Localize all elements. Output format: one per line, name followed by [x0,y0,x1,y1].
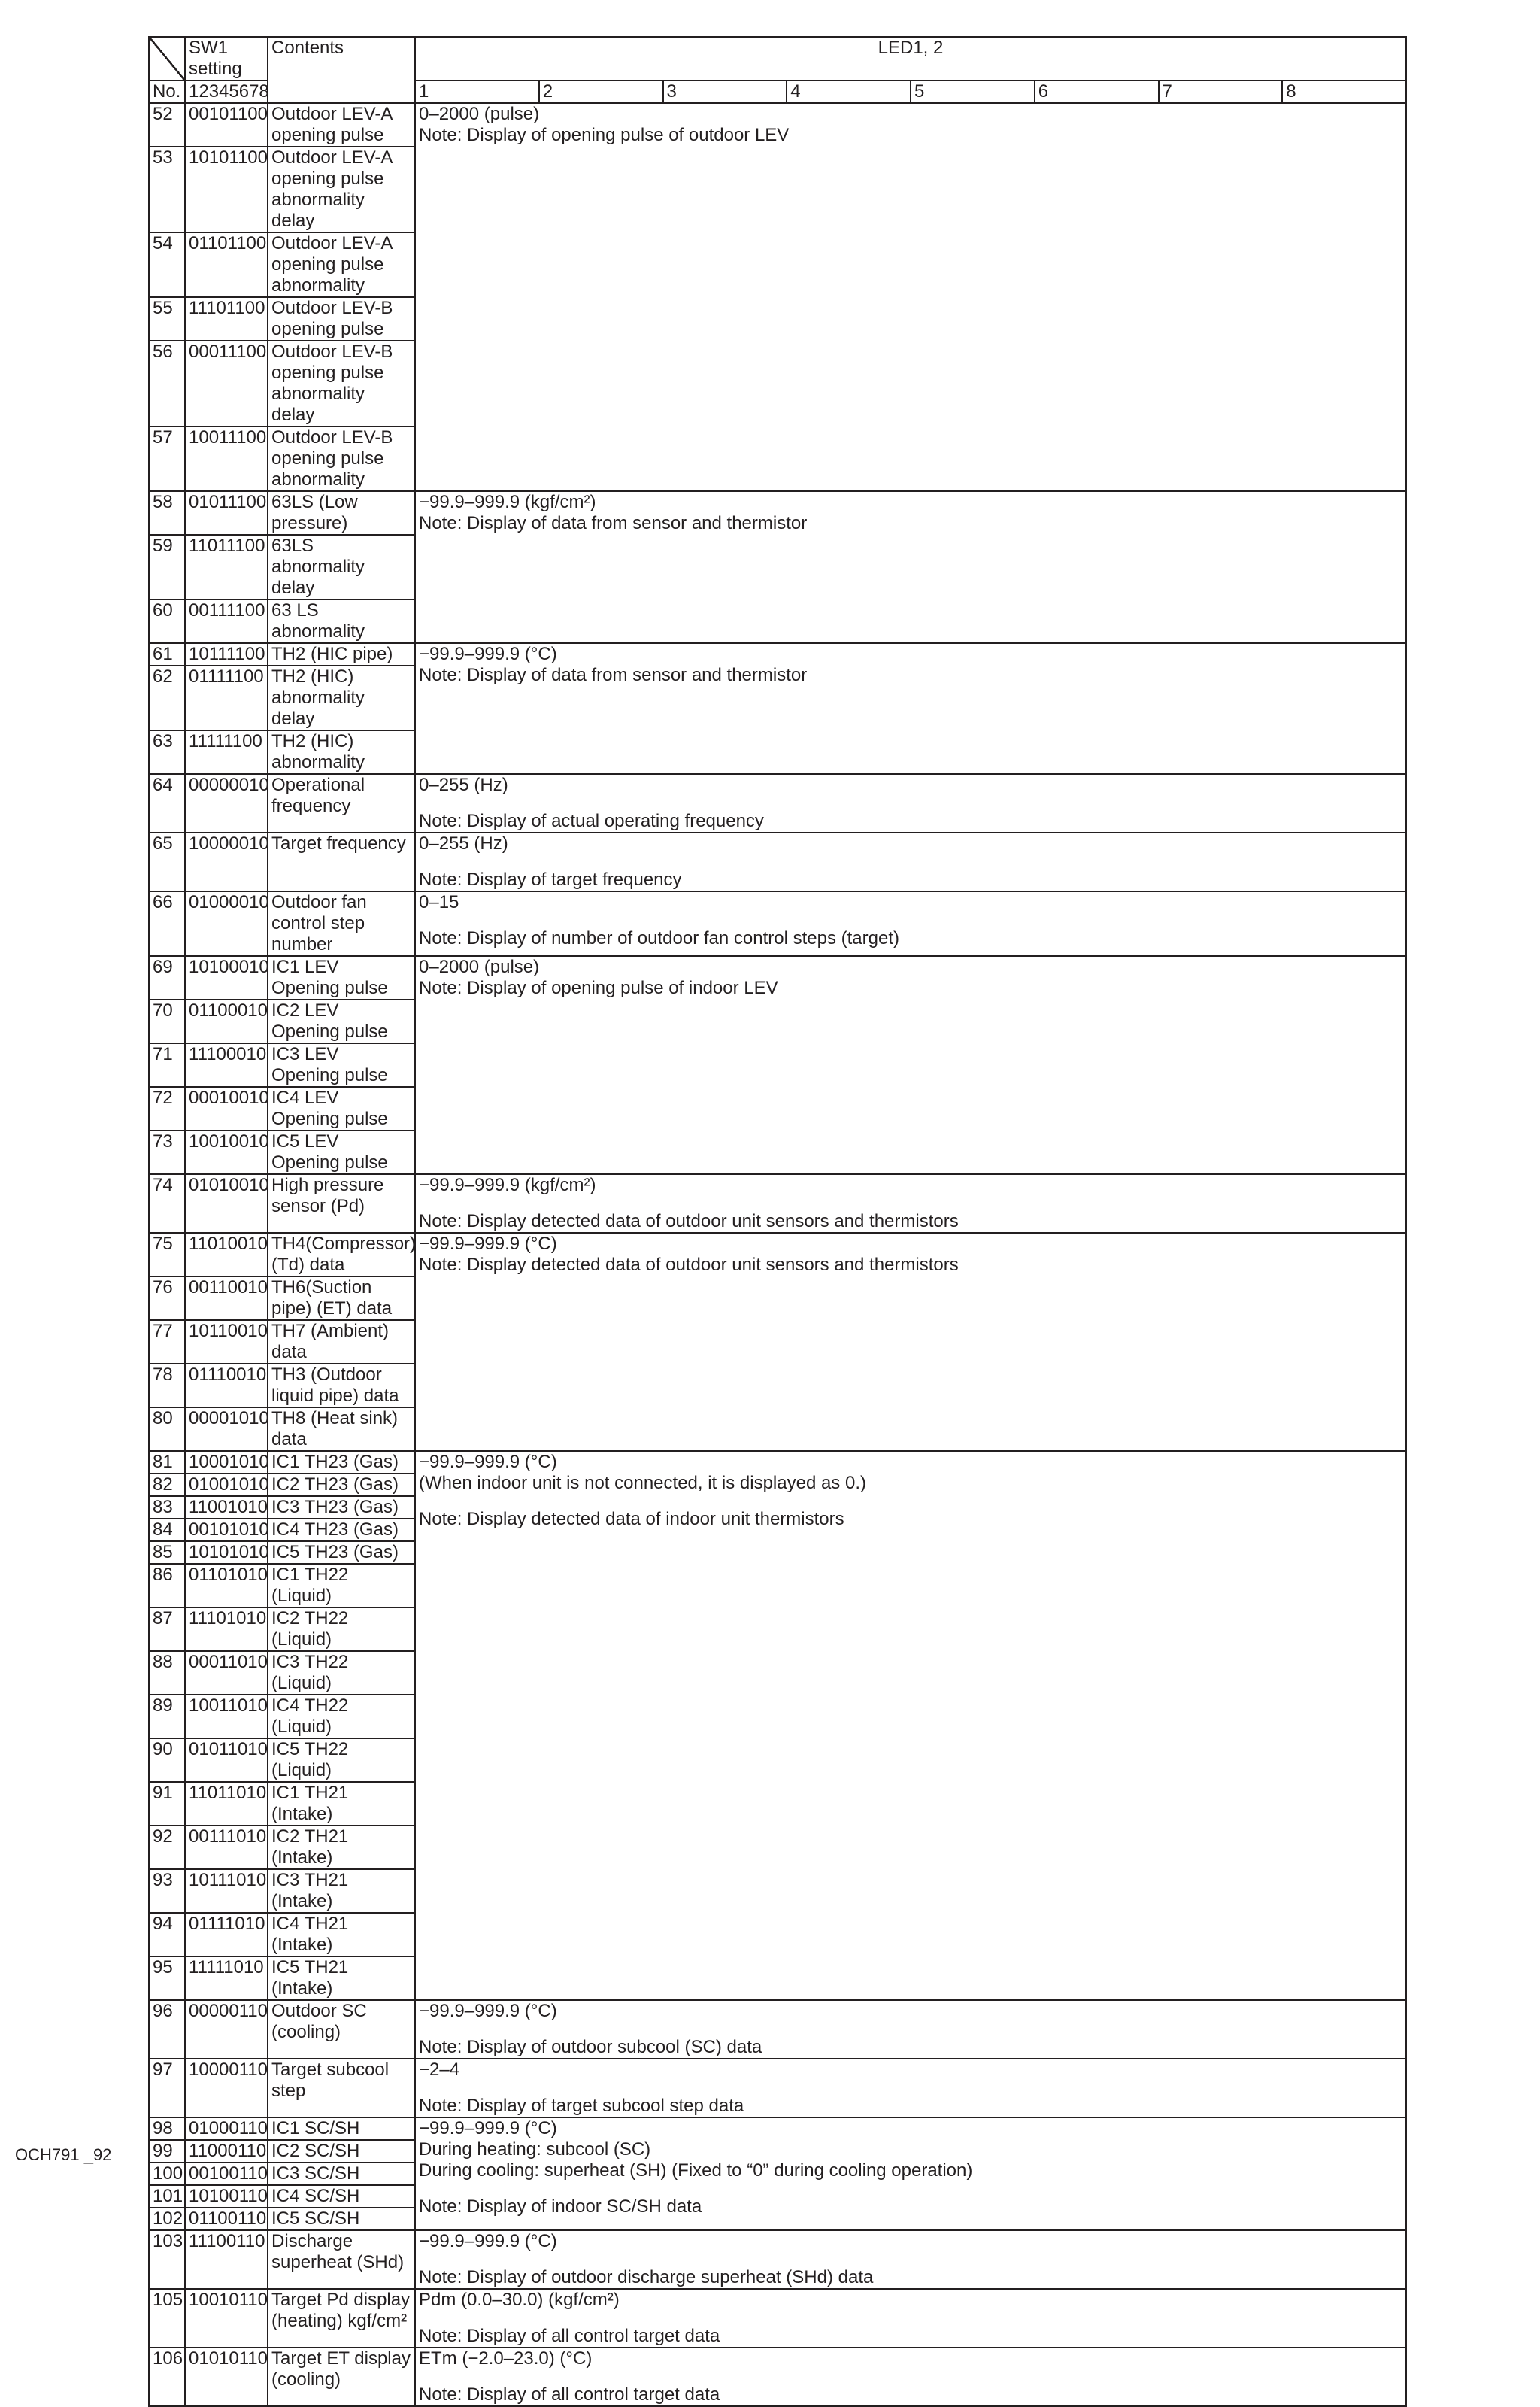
table-row [149,103,1406,147]
row-number: 96 [149,2000,185,2059]
sw1-setting: 00101010 [185,1519,268,1541]
display-range: ETm (−2.0–23.0) (°C) [419,2348,593,2369]
display-note: Note: Display of all control target data [419,2384,720,2405]
row-number: 101 [149,2185,185,2208]
row-number: 92 [149,1826,185,1869]
led-display-cell [415,1233,1406,1451]
display-note: Note: Display of actual operating frequency [419,811,764,831]
led-display-cell [415,643,1406,774]
row-contents: IC2 TH23 (Gas) [268,1474,415,1496]
sw1-setting: 00000010 [185,774,268,833]
row-number: 85 [149,1541,185,1564]
row-number: 93 [149,1869,185,1913]
row-contents: IC2 TH22 (Liquid) [268,1607,415,1651]
row-contents: IC5 TH22 (Liquid) [268,1738,415,1782]
sw1-setting: 01001010 [185,1474,268,1496]
row-number: 72 [149,1087,185,1131]
row-contents: TH2 (HIC pipe) [268,643,415,666]
sw1-setting: 01010010 [185,1174,268,1233]
row-number: 97 [149,2059,185,2117]
sw1-setting: 10101010 [185,1541,268,1564]
row-number: 89 [149,1695,185,1738]
row-contents: IC5 SC/SH [268,2208,415,2230]
row-contents: IC2 TH21 (Intake) [268,1826,415,1869]
row-number: 95 [149,1956,185,2000]
display-range: −99.9–999.9 (kgf/cm²) [419,1175,596,1195]
led-number-strip [416,81,1405,102]
table-row [149,1174,1406,1233]
row-contents: IC1 LEV Opening pulse [268,956,415,1000]
row-number: 69 [149,956,185,1000]
sw1-setting: 00010010 [185,1087,268,1131]
row-contents: IC5 TH21 (Intake) [268,1956,415,2000]
sw1-setting: 11101100 [185,297,268,341]
sw1-setting: 10110010 [185,1320,268,1364]
row-contents: Target frequency [268,833,415,891]
row-number: 56 [149,341,185,426]
sw1-setting: 10000110 [185,2059,268,2117]
row-number: 103 [149,2230,185,2289]
row-number: 87 [149,1607,185,1651]
display-range: 0–255 (Hz) [419,833,508,854]
row-number: 88 [149,1651,185,1695]
led-display-cell [415,774,1406,833]
row-contents: Outdoor LEV-B opening pulse [268,297,415,341]
row-contents: Outdoor SC (cooling) [268,2000,415,2059]
display-range: −99.9–999.9 (°C) [419,644,557,664]
row-number: 77 [149,1320,185,1364]
row-number: 58 [149,491,185,535]
led-display-cell [415,2117,1406,2230]
row-contents: IC4 TH22 (Liquid) [268,1695,415,1738]
row-number: 78 [149,1364,185,1407]
row-contents: IC4 TH21 (Intake) [268,1913,415,1956]
display-range: Pdm (0.0–30.0) (kgf/cm²) [419,2290,620,2310]
led-number: 3 [662,81,787,102]
row-contents: TH4(Compressor) (Td) data [268,1233,415,1276]
sw1-setting: 10011100 [185,426,268,491]
row-number: 84 [149,1519,185,1541]
table-row [149,2059,1406,2117]
led-display-cell [415,891,1406,956]
sw1-setting: 00011010 [185,1651,268,1695]
row-number: 74 [149,1174,185,1233]
table-row [149,2117,1406,2140]
display-extra: During cooling: superheat (SH) (Fixed to “0” during cooling operation) [419,2160,973,2181]
sw1-setting: 10011010 [185,1695,268,1738]
row-contents: Outdoor LEV-A opening pulse [268,103,415,147]
display-range: −99.9–999.9 (°C) [419,1234,557,1254]
row-number: 52 [149,103,185,147]
sw1-setting: 00111010 [185,1826,268,1869]
row-number: 90 [149,1738,185,1782]
table-row [149,1233,1406,1276]
sw1-setting: 11010010 [185,1233,268,1276]
led-number: 2 [538,81,662,102]
display-note: Note: Display of opening pulse of indoor LEV [419,978,778,998]
sw1-setting: 01100010 [185,1000,268,1043]
row-contents: Outdoor fan control step number [268,891,415,956]
display-range: −2–4 [419,2059,460,2080]
row-number: 76 [149,1276,185,1320]
row-number: 71 [149,1043,185,1087]
row-number: 86 [149,1564,185,1607]
sw1-setting: 10010110 [185,2289,268,2348]
row-contents: IC3 LEV Opening pulse [268,1043,415,1087]
led-number: 8 [1281,81,1405,102]
sw1-setting: 10001010 [185,1451,268,1474]
display-range: 0–2000 (pulse) [419,957,540,977]
sw1-digits-header: 12345678 [185,80,268,103]
sw1-setting: 10111010 [185,1869,268,1913]
display-note: Note: Display detected data of indoor unit thermistors [419,1509,844,1529]
led-number: 7 [1158,81,1282,102]
row-number: 65 [149,833,185,891]
display-range: −99.9–999.9 (°C) [419,2118,557,2138]
table-row [149,2000,1406,2059]
row-contents: IC2 SC/SH [268,2140,415,2163]
row-contents: Outdoor LEV-B opening pulse abnormality delay [268,341,415,426]
row-number: 63 [149,730,185,774]
row-contents: IC3 TH23 (Gas) [268,1496,415,1519]
led-number: 6 [1034,81,1158,102]
row-contents: 63LS (Low pressure) [268,491,415,535]
sw1-setting: 01111010 [185,1913,268,1956]
sw1-setting: 01011100 [185,491,268,535]
no-header: No. [149,80,185,103]
row-contents: IC3 TH21 (Intake) [268,1869,415,1913]
led-number-cell [415,80,1406,103]
row-number: 66 [149,891,185,956]
sw1-setting: 11111100 [185,730,268,774]
table-row [149,2348,1406,2406]
led-header: LED1, 2 [415,37,1406,80]
sw1-setting: 10010010 [185,1131,268,1174]
row-number: 62 [149,666,185,730]
sw1-setting: 10111100 [185,643,268,666]
row-number: 98 [149,2117,185,2140]
row-number: 100 [149,2163,185,2185]
row-contents: High pressure sensor (Pd) [268,1174,415,1233]
sw1-setting: 11100110 [185,2230,268,2289]
row-contents: IC3 SC/SH [268,2163,415,2185]
row-number: 73 [149,1131,185,1174]
row-contents: Target ET display (cooling) [268,2348,415,2406]
led-display-cell [415,491,1406,643]
row-contents: TH3 (Outdoor liquid pipe) data [268,1364,415,1407]
row-contents: Operational frequency [268,774,415,833]
row-number: 59 [149,535,185,599]
row-contents: IC3 TH22 (Liquid) [268,1651,415,1695]
sw1-setting: 01110010 [185,1364,268,1407]
sw1-setting: 00100110 [185,2163,268,2185]
row-number: 81 [149,1451,185,1474]
page-code: OCH791 _92 [15,2145,112,2164]
table-row [149,491,1406,535]
display-range: −99.9–999.9 (°C) [419,1452,557,1472]
sw1-setting: 10100110 [185,2185,268,2208]
display-note: Note: Display of number of outdoor fan control steps (target) [419,928,899,949]
row-number: 60 [149,599,185,643]
row-contents: IC5 LEV Opening pulse [268,1131,415,1174]
led-number: 4 [786,81,910,102]
table-row [149,643,1406,666]
display-range: 0–2000 (pulse) [419,104,540,124]
display-range: 0–15 [419,892,459,912]
led-display-cell [415,833,1406,891]
row-number: 61 [149,643,185,666]
row-contents: IC1 TH22 (Liquid) [268,1564,415,1607]
sw1-setting: 11011010 [185,1782,268,1826]
display-note: Note: Display of target subcool step data [419,2096,744,2116]
row-number: 102 [149,2208,185,2230]
display-range: −99.9–999.9 (kgf/cm²) [419,492,596,512]
sw1-setting: 01010110 [185,2348,268,2406]
sw1-setting: 00101100 [185,103,268,147]
sw1-setting: 00001010 [185,1407,268,1451]
row-number: 106 [149,2348,185,2406]
sw1-setting: 11101010 [185,1607,268,1651]
display-note: Note: Display of data from sensor and thermistor [419,665,808,685]
row-number: 83 [149,1496,185,1519]
led-display-cell [415,2348,1406,2406]
row-number: 54 [149,232,185,297]
sw1-setting: 01100110 [185,2208,268,2230]
display-range: −99.9–999.9 (°C) [419,2231,557,2251]
row-contents: IC4 SC/SH [268,2185,415,2208]
sw1-setting: 10100010 [185,956,268,1000]
row-number: 91 [149,1782,185,1826]
header-row-top [149,37,1406,80]
row-contents: Outdoor LEV-A opening pulse abnormality delay [268,147,415,232]
sw1-setting: 11011100 [185,535,268,599]
row-contents: Target subcool step [268,2059,415,2117]
row-contents: Outdoor LEV-B opening pulse abnormality [268,426,415,491]
table-row [149,833,1406,891]
display-note: Note: Display of outdoor discharge superheat (SHd) data [419,2267,874,2287]
row-contents: IC5 TH23 (Gas) [268,1541,415,1564]
sw1-setting: 11000110 [185,2140,268,2163]
led-display-cell [415,2000,1406,2059]
row-number: 99 [149,2140,185,2163]
sw1-setting: 00000110 [185,2000,268,2059]
sw1-setting: 00110010 [185,1276,268,1320]
sw1-setting: 11111010 [185,1956,268,2000]
led-display-cell [415,103,1406,491]
sw1-setting: 11001010 [185,1496,268,1519]
sw1-setting: 01000110 [185,2117,268,2140]
row-contents: IC1 SC/SH [268,2117,415,2140]
sw1-setting: 01101100 [185,232,268,297]
display-note: Note: Display of outdoor subcool (SC) data [419,2037,762,2057]
display-extra: During heating: subcool (SC) [419,2139,651,2160]
sw1-setting: 01101010 [185,1564,268,1607]
led-display-cell [415,2059,1406,2117]
corner-diagonal-cell [149,37,185,80]
table-row [149,774,1406,833]
row-contents: IC1 TH21 (Intake) [268,1782,415,1826]
sw1-setting: 00111100 [185,599,268,643]
sw1-setting: 01111100 [185,666,268,730]
row-contents: TH2 (HIC) abnormality [268,730,415,774]
display-note: Note: Display detected data of outdoor unit sensors and thermistors [419,1255,959,1275]
led-number: 5 [910,81,1034,102]
led-display-cell [415,1174,1406,1233]
row-contents: TH8 (Heat sink) data [268,1407,415,1451]
table-row [149,891,1406,956]
sw1-setting: 01011010 [185,1738,268,1782]
row-contents: IC4 LEV Opening pulse [268,1087,415,1131]
table-row [149,956,1406,1000]
row-contents: Outdoor LEV-A opening pulse abnormality [268,232,415,297]
row-number: 82 [149,1474,185,1496]
sw1-setting: 01000010 [185,891,268,956]
display-extra: (When indoor unit is not connected, it is displayed as 0.) [419,1473,866,1493]
row-contents: 63LS abnormality delay [268,535,415,599]
sw1-setting: 11100010 [185,1043,268,1087]
row-contents: Target Pd display (heating) kgf/cm² [268,2289,415,2348]
table-row [149,2230,1406,2289]
display-range: 0–255 (Hz) [419,775,508,795]
display-note: Note: Display of all control target data [419,2326,720,2346]
sw1-setting: 10000010 [185,833,268,891]
led-display-cell [415,2289,1406,2348]
display-note: Note: Display of data from sensor and thermistor [419,513,808,533]
display-note: Note: Display of target frequency [419,870,682,890]
row-contents: 63 LS abnormality [268,599,415,643]
row-contents: TH2 (HIC) abnormality delay [268,666,415,730]
row-contents: TH6(Suction pipe) (ET) data [268,1276,415,1320]
sw1-setting: 00011100 [185,341,268,426]
row-number: 105 [149,2289,185,2348]
led-display-cell [415,1451,1406,2000]
row-number: 94 [149,1913,185,1956]
led-display-cell [415,2230,1406,2289]
row-number: 70 [149,1000,185,1043]
led-number: 1 [419,81,429,102]
row-contents: IC2 LEV Opening pulse [268,1000,415,1043]
display-range: −99.9–999.9 (°C) [419,2001,557,2021]
sw1-led-table [148,36,1407,2407]
display-note: Note: Display of indoor SC/SH data [419,2196,702,2217]
row-number: 80 [149,1407,185,1451]
led-display-cell [415,956,1406,1174]
row-contents: IC4 TH23 (Gas) [268,1519,415,1541]
display-note: Note: Display of opening pulse of outdoor LEV [419,125,790,145]
sw1-setting-header: SW1 setting [185,37,268,80]
contents-header: Contents [268,37,415,103]
row-contents: IC1 TH23 (Gas) [268,1451,415,1474]
row-contents: Discharge superheat (SHd) [268,2230,415,2289]
table-row [149,2289,1406,2348]
row-number: 55 [149,297,185,341]
display-note: Note: Display detected data of outdoor unit sensors and thermistors [419,1211,959,1231]
table-row [149,1451,1406,1474]
row-number: 53 [149,147,185,232]
row-number: 57 [149,426,185,491]
row-number: 75 [149,1233,185,1276]
sw1-setting: 10101100 [185,147,268,232]
row-number: 64 [149,774,185,833]
row-contents: TH7 (Ambient) data [268,1320,415,1364]
